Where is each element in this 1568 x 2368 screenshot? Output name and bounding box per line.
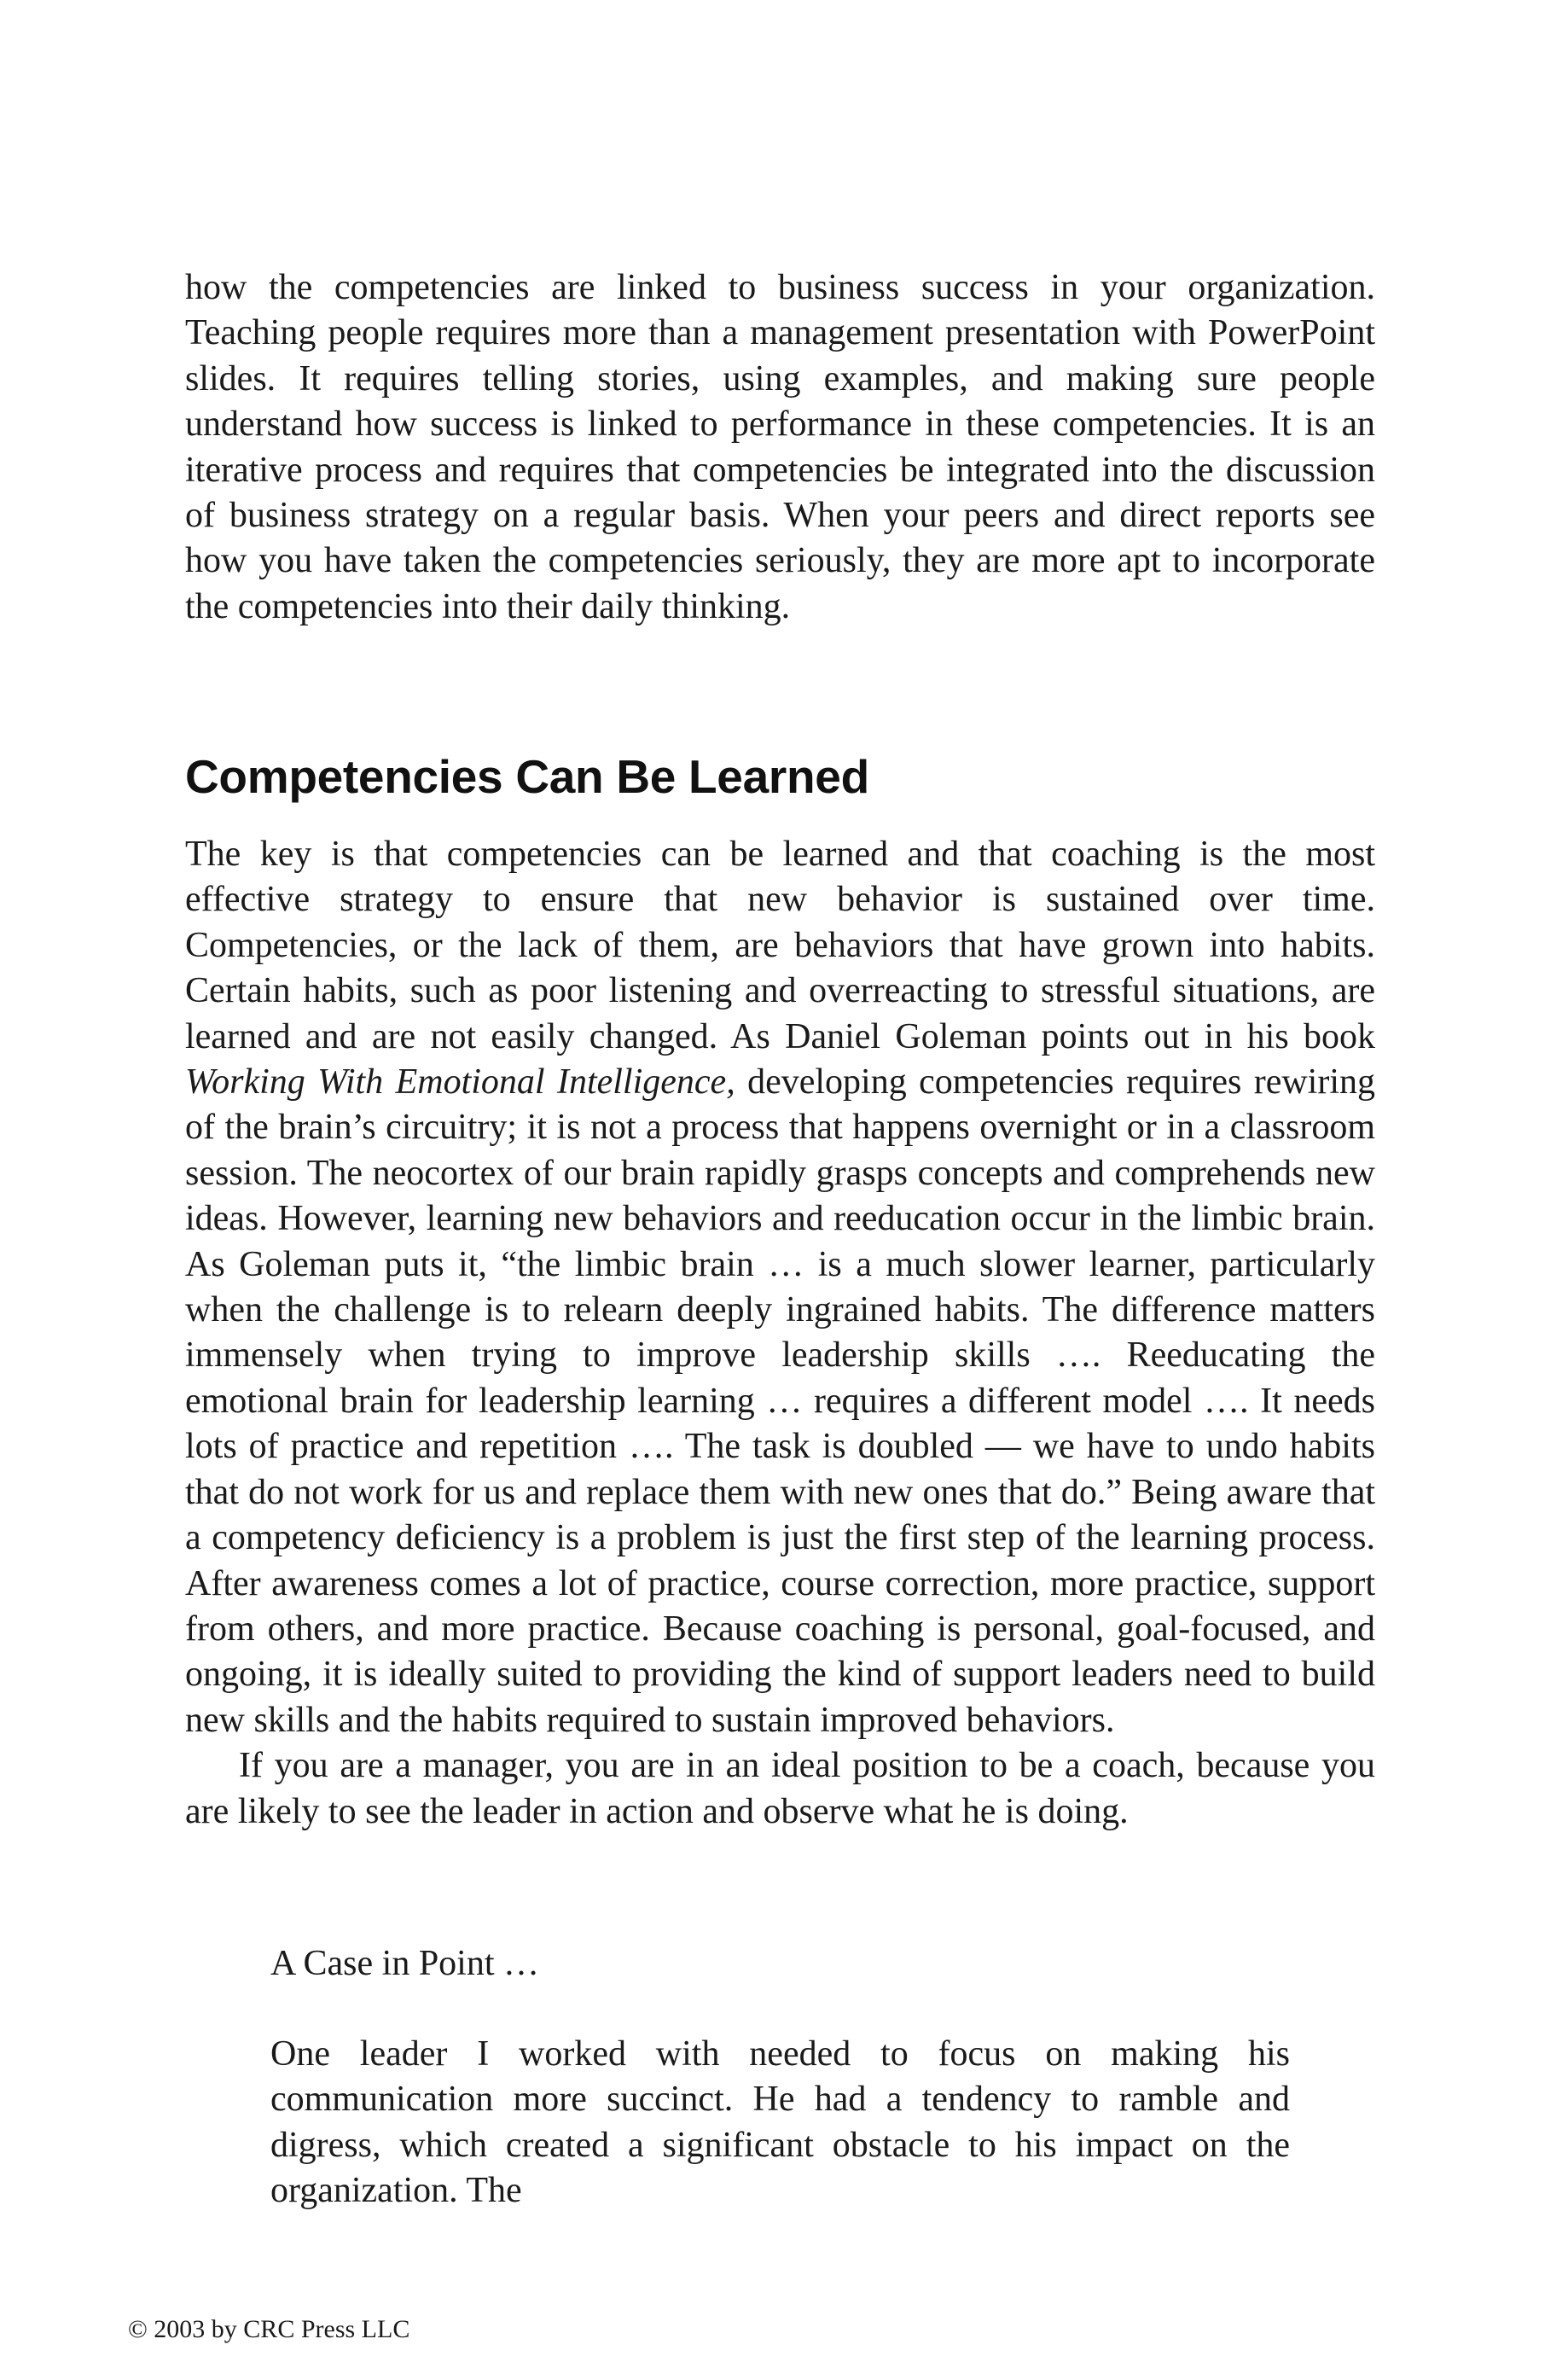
body-paragraph-1: [185, 832, 1375, 1743]
book-title: Working With Emotional Intelligence,: [185, 1062, 735, 1103]
case-in-point-title: A Case in Point …: [270, 1944, 540, 1983]
case-in-point-body: One leader I worked with needed to focus on making his communication more succinct. He had a tendency to ramble and digress, which created a significant obstacle to his impact on the organization. The: [270, 2034, 1290, 2211]
section-body: [185, 832, 1375, 1835]
paragraph-1-text-start: The key is that competencies can be learned and that coaching is the most effective strategy to ensure that new behavior is sustained over time. Competencies, or the lack of them, are behaviors that have grown into habits. Certain habits, such as poor listening and overreacting to stressful situations, are learned and are not easily changed. As Daniel Goleman points out in his book: [185, 835, 1375, 1056]
copyright-footer: © 2003 by CRC Press LLC: [128, 2315, 410, 2343]
paragraph-1-text-end: developing competencies requires rewiring of the brain’s circuitry; it is not a process that happens overnight or in a classroom session. The neocortex of our brain rapidly grasps concepts and comprehends new ideas. However, learning new behaviors and reeducation occur in the limbic brain. As Goleman puts it, “the limbic brain … is a much slower learner, particularly when the challenge is to relearn deeply ingrained habits. The difference matters immensely when trying to improve leadership skills …. Reeducating the emotional brain for leadership learning … requires a different model …. It needs lots of practice and repetition …. The task is doubled — we have to undo habits that do not work for us and replace them with new ones that do.” Being aware that a competency deficiency is a problem is just the first step of the learning process. After awareness comes a lot of practice, course correction, more practice, support from others, and more practice. Because coaching is personal, goal-focused, and ongoing, it is ideally suited to providing the kind of support leaders need to build new skills and the habits required to sustain improved behaviors.: [185, 1062, 1376, 1740]
intro-text-block: [185, 265, 1375, 630]
section-heading: Competencies Can Be Learned: [185, 750, 869, 803]
intro-paragraph: how the competencies are linked to business success in your organization. Teaching people requires more than a management presentation with PowerPoint slides. It requires telling stories, using examples, and making sure people understand how success is linked to performance in these competencies. It is an iterative process and requires that competencies be integrated into the discussion of business strategy on a regular basis. When your peers and direct reports see how you have taken the competencies seriously, they are more apt to incorporate the competencies into their daily thinking.: [185, 268, 1375, 626]
body-paragraph-2: If you are a manager, you are in an ideal position to be a coach, because you are likely to see the leader in action and observe what he is doing.: [185, 1746, 1375, 1831]
